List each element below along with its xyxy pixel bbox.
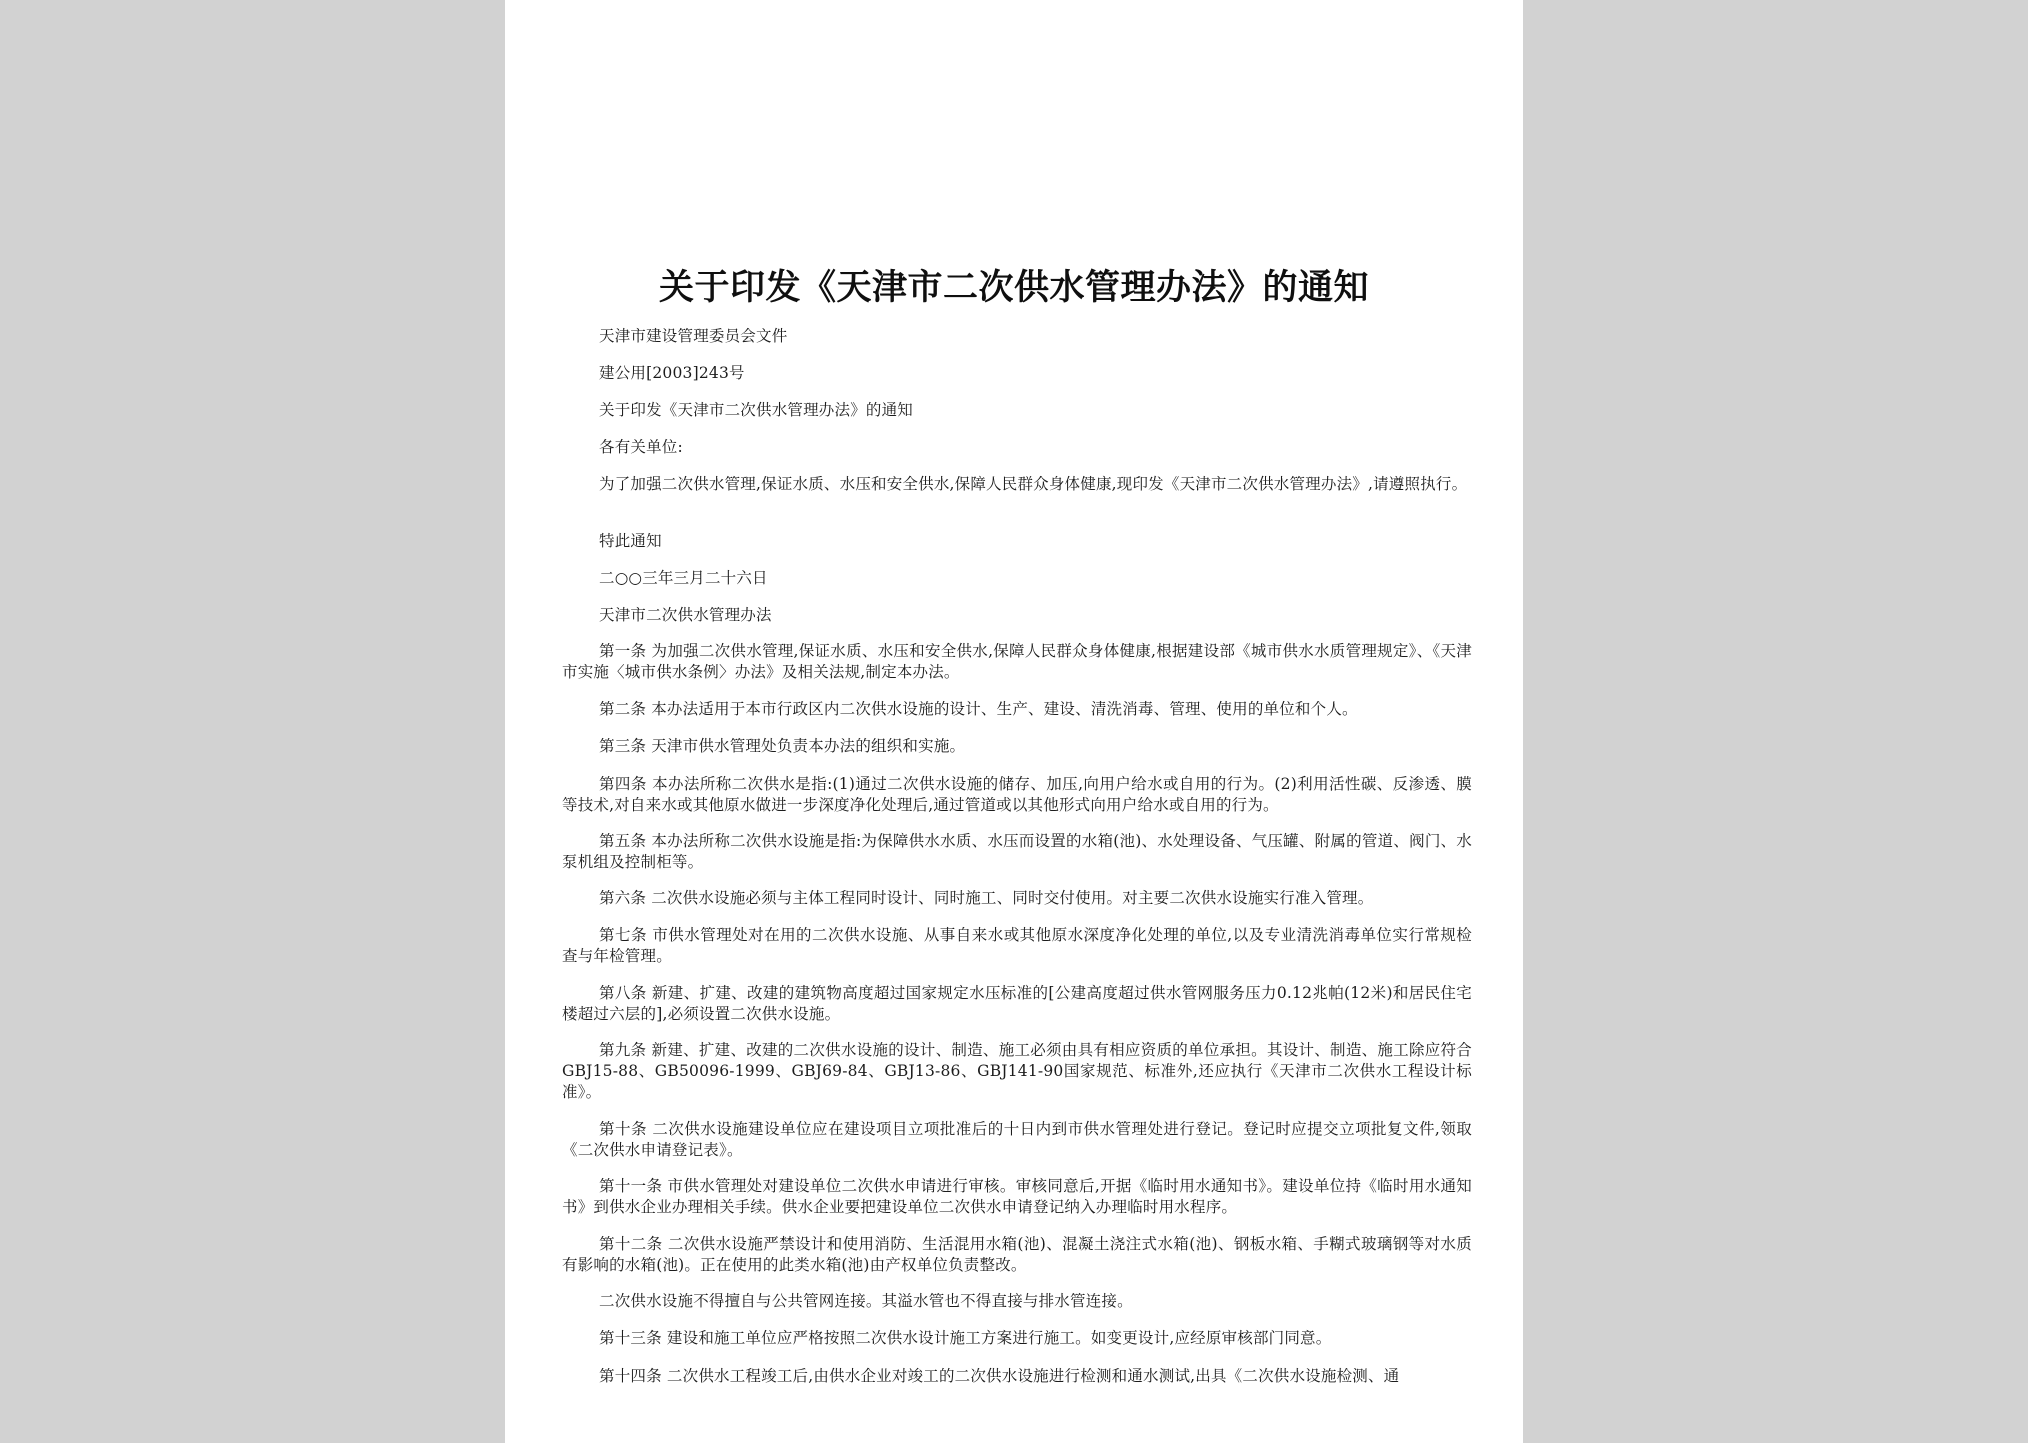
intro-paragraph: 为了加强二次供水管理,保证水质、水压和安全供水,保障人民群众身体健康,现印发《天津市二次供水管理办法》,请遵照执行。 (599, 475, 1468, 493)
document-title: 关于印发《天津市二次供水管理办法》的通知 (658, 267, 1369, 308)
article-5: 第五条 本办法所称二次供水设施是指:为保障供水水质、水压而设置的水箱(池)、水处理设备、气压罐、附属的管道、阀门、水泵机组及控制柜等。 (562, 832, 1472, 871)
article-6: 第六条 二次供水设施必须与主体工程同时设计、同时施工、同时交付使用。对主要二次供水设施实行准入管理。 (599, 889, 1374, 907)
article-3: 第三条 天津市供水管理处负责本办法的组织和实施。 (599, 737, 966, 755)
document-number: 建公用[2003]243号 (599, 364, 745, 382)
article-8: 第八条 新建、扩建、改建的建筑物高度超过国家规定水压标准的[公建高度超过供水管网服务压力0.12兆帕(12米)和居民住宅楼超过六层的],必须设置二次供水设施。 (562, 984, 1472, 1023)
article-2: 第二条 本办法适用于本市行政区内二次供水设施的设计、生产、建设、清洗消毒、管理、使用的单位和个人。 (599, 700, 1358, 718)
article-4: 第四条 本办法所称二次供水是指:(1)通过二次供水设施的储存、加压,向用户给水或自用的行为。(2)利用活性碳、反渗透、膜等技术,对自来水或其他原水做进一步深度净化处理后,通过管道或以其他形式向用户给水或自用的行为。 (562, 775, 1472, 814)
article-7: 第七条 市供水管理处对在用的二次供水设施、从事自来水或其他原水深度净化处理的单位,以及专业清洗消毒单位实行常规检查与年检管理。 (562, 926, 1472, 965)
measures-title: 天津市二次供水管理办法 (599, 606, 772, 624)
document-page (505, 0, 1523, 1443)
article-11: 第十一条 市供水管理处对建设单位二次供水申请进行审核。审核同意后,开据《临时用水通知书》。建设单位持《临时用水通知书》到供水企业办理相关手续。供水企业要把建设单位二次供水申请登记纳入办理临时用水程序。 (562, 1177, 1472, 1216)
article-10: 第十条 二次供水设施建设单位应在建设项目立项批准后的十日内到市供水管理处进行登记。登记时应提交立项批复文件,领取《二次供水申请登记表》。 (562, 1120, 1472, 1159)
issuer-line: 天津市建设管理委员会文件 (599, 327, 788, 345)
notice-title: 关于印发《天津市二次供水管理办法》的通知 (599, 401, 914, 419)
closing-line: 特此通知 (599, 532, 662, 550)
article-9: 第九条 新建、扩建、改建的二次供水设施的设计、制造、施工必须由具有相应资质的单位承担。其设计、制造、施工除应符合GBJ15-88、GB50096-1999、GBJ69-84、GBJ13-86、GBJ141-90国家规范、标准外,还应执行《天津市二次供水工程设计标准》。 (562, 1041, 1472, 1101)
article-13: 第十三条 建设和施工单位应严格按照二次供水设计施工方案进行施工。如变更设计,应经原审核部门同意。 (599, 1329, 1332, 1347)
article-14: 第十四条 二次供水工程竣工后,由供水企业对竣工的二次供水设施进行检测和通水测试,出具《二次供水设施检测、通 (599, 1367, 1400, 1385)
article-12: 第十二条 二次供水设施严禁设计和使用消防、生活混用水箱(池)、混凝土浇注式水箱(池)、钢板水箱、手糊式玻璃钢等对水质有影响的水箱(池)。正在使用的此类水箱(池)由产权单位负责整改。 (562, 1235, 1472, 1274)
salutation: 各有关单位: (599, 438, 683, 456)
article-1: 第一条 为加强二次供水管理,保证水质、水压和安全供水,保障人民群众身体健康,根据建设部《城市供水水质管理规定》、《天津市实施〈城市供水条例〉办法》及相关法规,制定本办法。 (562, 642, 1472, 681)
article-12-supplement: 二次供水设施不得擅自与公共管网连接。其溢水管也不得直接与排水管连接。 (599, 1292, 1133, 1310)
date-line: 二○○三年三月二十六日 (599, 569, 768, 587)
